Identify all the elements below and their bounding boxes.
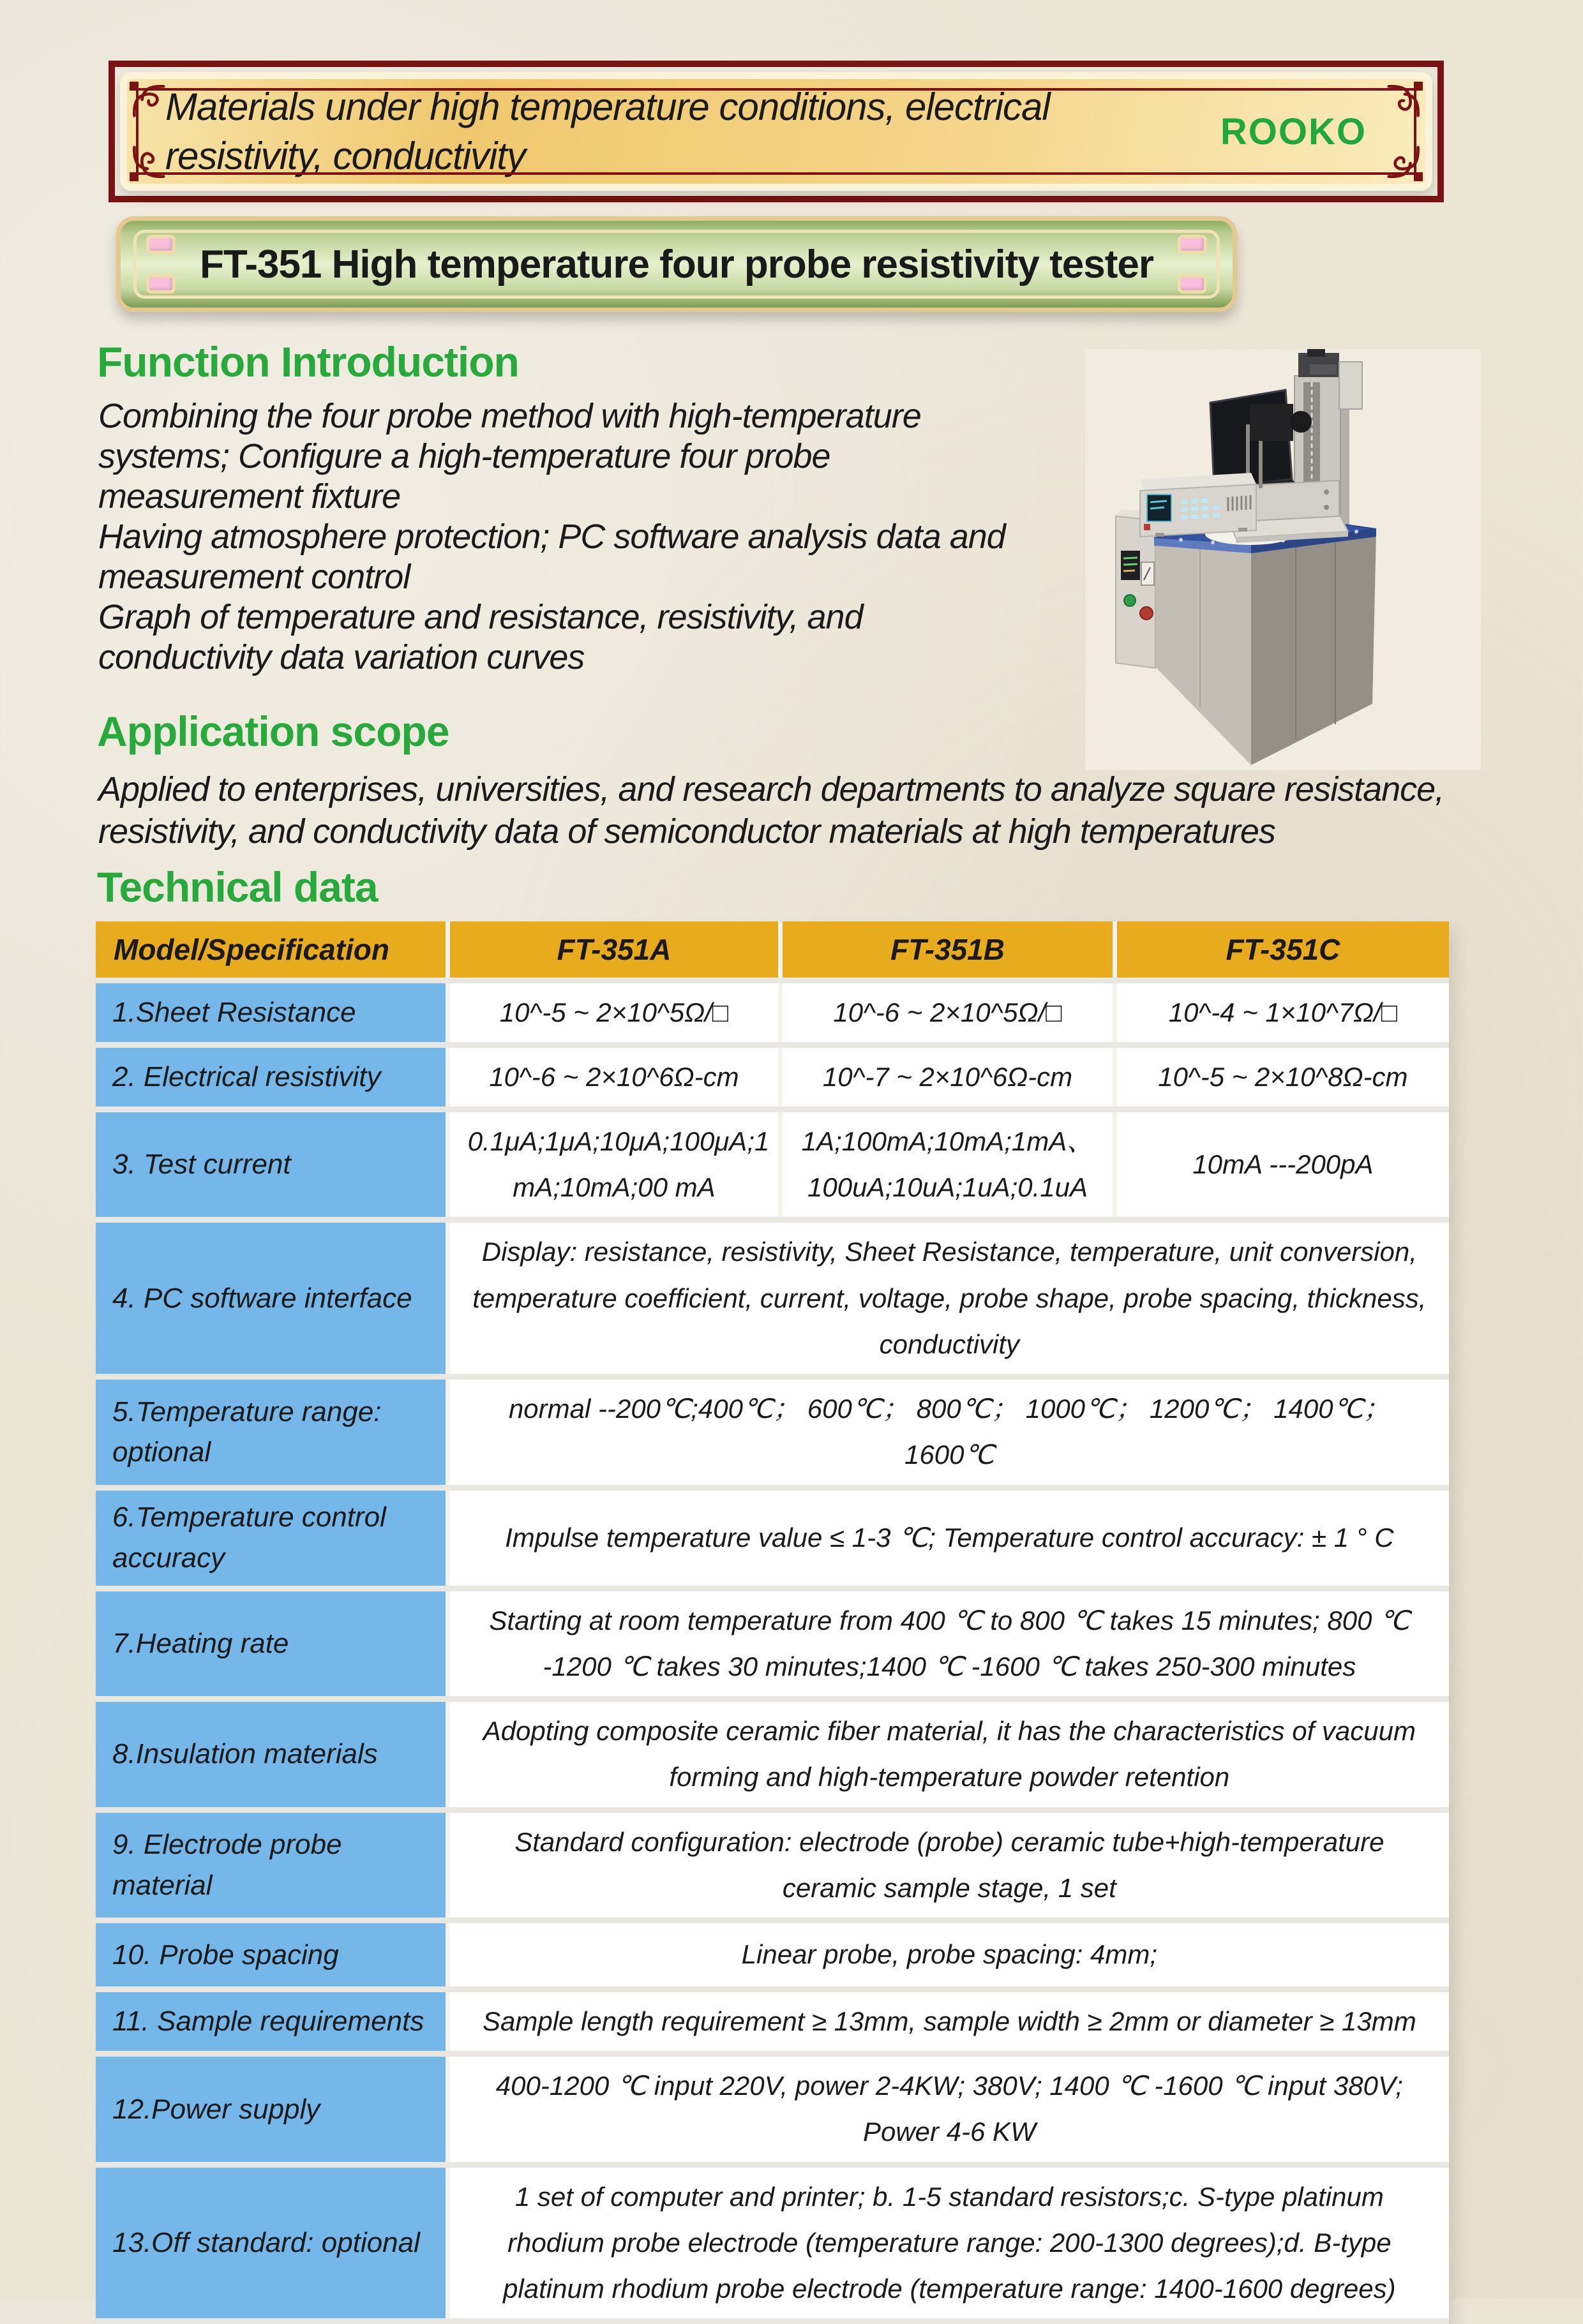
spec-label: 3. Test current bbox=[96, 1109, 447, 1219]
table-row bbox=[96, 1810, 1449, 1920]
table-row bbox=[96, 1990, 1449, 2054]
spec-value: Standard configuration: electrode (probe) ceramic tube+high-temperature ceramic sample stage, 1 set bbox=[447, 1810, 1449, 1920]
equipment-photo bbox=[1085, 349, 1481, 770]
spec-value: Impulse temperature value ≤ 1-3 ℃; Temperature control accuracy: ± 1 ° C bbox=[447, 1487, 1449, 1588]
spec-label: 5.Temperature range: optional bbox=[96, 1377, 447, 1487]
column-header-ft351c: FT-351C bbox=[1114, 921, 1449, 980]
corner-scroll-icon bbox=[1387, 82, 1423, 117]
section-heading-technical-data: Technical data bbox=[97, 863, 378, 911]
spec-value: 10^-6 ~ 2×10^6Ω-cm bbox=[447, 1045, 781, 1109]
product-title-bar bbox=[116, 216, 1237, 312]
banner-frame bbox=[109, 61, 1444, 202]
spec-label: 2. Electrical resistivity bbox=[96, 1045, 447, 1109]
intro-line: measurement control bbox=[98, 558, 410, 596]
technical-data-table bbox=[96, 921, 1449, 2324]
table-row bbox=[96, 1109, 1449, 1219]
table-row bbox=[96, 1220, 1449, 1377]
table-row bbox=[96, 980, 1449, 1045]
spec-value: 1A;100mA;10mA;1mA、 100uA;10uA;1uA;0.1uA bbox=[781, 1109, 1115, 1219]
table-row bbox=[96, 2054, 1449, 2164]
column-header-ft351a: FT-351A bbox=[447, 921, 781, 980]
section-heading-function-introduction: Function Introduction bbox=[97, 338, 519, 385]
spec-label: 8.Insulation materials bbox=[96, 1699, 447, 1810]
corner-scroll-icon bbox=[130, 145, 165, 181]
page-title: FT-351 High temperature four probe resistivity tester bbox=[200, 242, 1153, 287]
spec-label: 13.Off standard: optional bbox=[96, 2164, 447, 2321]
intro-line: Graph of temperature and resistance, resistivity, and bbox=[98, 598, 863, 636]
spec-label: 10. Probe spacing bbox=[96, 1921, 447, 1990]
spec-value: 10^-7 ~ 2×10^6Ω-cm bbox=[781, 1045, 1115, 1109]
spec-value: Linear probe, probe spacing: 4mm; bbox=[447, 1921, 1449, 1990]
spec-label: 11. Sample requirements bbox=[96, 1990, 447, 2054]
intro-line: Having atmosphere protection; PC software analysis data and bbox=[98, 518, 1005, 556]
spec-value: Display: resistance, resistivity, Sheet Resistance, temperature, unit conversion, temperature coefficient, current, voltage, probe shape, probe spacing, thickness, conductivity bbox=[447, 1220, 1449, 1377]
table-row bbox=[96, 1487, 1449, 1588]
spec-value: 400-1200 ℃ input 220V, power 2-4KW; 380V; 1400 ℃ -1600 ℃ input 380V; Power 4-6 KW bbox=[447, 2054, 1449, 2164]
spec-value: Starting at room temperature from 400 ℃ to 800 ℃ takes 15 minutes; 800 ℃ -1200 ℃ takes 30 minutes;1400 ℃ -1600 ℃ takes 250-300 minutes bbox=[447, 1588, 1449, 1699]
spec-label: 4. PC software interface bbox=[96, 1220, 447, 1377]
table-header-row bbox=[96, 921, 1449, 980]
table-row bbox=[96, 1588, 1449, 1699]
pin-icon bbox=[146, 235, 176, 254]
application-scope-text bbox=[98, 768, 1509, 853]
intro-line: systems; Configure a high-temperature four probe bbox=[98, 437, 830, 475]
banner-title-line: Materials under high temperature conditions, electrical bbox=[165, 86, 1050, 128]
spec-label: 9. Electrode probe material bbox=[96, 1810, 447, 1920]
application-line: Applied to enterprises, universities, and research departments to analyze square resistance, bbox=[98, 770, 1444, 808]
pin-icon bbox=[1178, 235, 1207, 254]
spec-value: 10^-5 ~ 2×10^8Ω-cm bbox=[1114, 1045, 1449, 1109]
spec-value: normal --200℃;400℃； 600℃； 800℃； 1000℃； 1200℃； 1400℃； 1600℃ bbox=[447, 1377, 1449, 1487]
spec-value: 10mA ---200pA bbox=[1114, 1109, 1449, 1219]
spec-value: 10^-4 ~ 1×10^7Ω/□ bbox=[1114, 980, 1449, 1045]
banner-plate bbox=[120, 72, 1432, 191]
header-banner bbox=[109, 61, 1444, 202]
spec-value: 1 set of computer and printer; b. 1-5 standard resistors;c. S-type platinum rhodium probe electrode (temperature range: 200-1300 degrees);d. B-type platinum rhodium probe electrode (temperature range: 1400-1600 degrees) bbox=[447, 2164, 1449, 2321]
spec-label: 7.Heating rate bbox=[96, 1588, 447, 1699]
spec-value: Sample length requirement ≥ 13mm, sample width ≥ 2mm or diameter ≥ 13mm bbox=[447, 1990, 1449, 2054]
pin-icon bbox=[1178, 274, 1207, 294]
spec-value: 10^-5 ~ 2×10^5Ω/□ bbox=[447, 980, 781, 1045]
corner-scroll-icon bbox=[1387, 145, 1423, 181]
table-row bbox=[96, 2164, 1449, 2321]
intro-line: measurement fixture bbox=[98, 477, 401, 516]
column-header-ft351b: FT-351B bbox=[781, 921, 1115, 980]
spec-label: 1.Sheet Resistance bbox=[96, 980, 447, 1045]
column-header-model-specification: Model/Specification bbox=[96, 921, 447, 980]
intro-line: conductivity data variation curves bbox=[98, 638, 585, 676]
table-row bbox=[96, 1921, 1449, 1990]
table-row bbox=[96, 1699, 1449, 1810]
pin-icon bbox=[146, 274, 176, 294]
section-heading-application-scope: Application scope bbox=[97, 708, 449, 755]
application-line: resistivity, and conductivity data of semiconductor materials at high temperatures bbox=[98, 812, 1275, 851]
table-row bbox=[96, 1377, 1449, 1487]
table-row bbox=[96, 1045, 1449, 1109]
equipment-photo-graphic bbox=[1085, 349, 1481, 770]
banner-title-line: resistivity, conductivity bbox=[165, 135, 526, 177]
spec-value: 10^-6 ~ 2×10^5Ω/□ bbox=[781, 980, 1115, 1045]
spec-label: 12.Power supply bbox=[96, 2054, 447, 2164]
banner-title bbox=[127, 82, 1161, 181]
intro-line: Combining the four probe method with high-temperature bbox=[98, 397, 921, 435]
spec-value: 0.1μA;1μA;10μA;100μA;1 mA;10mA;00 mA bbox=[447, 1109, 781, 1219]
datasheet-page bbox=[0, 61, 1583, 2304]
function-introduction-text bbox=[98, 396, 1081, 678]
brand-logo: ROOKO bbox=[1220, 110, 1367, 153]
spec-value: Adopting composite ceramic fiber material, it has the characteristics of vacuum forming and high-temperature powder retention bbox=[447, 1699, 1449, 1810]
corner-scroll-icon bbox=[130, 82, 165, 117]
spec-label: 6.Temperature control accuracy bbox=[96, 1487, 447, 1588]
